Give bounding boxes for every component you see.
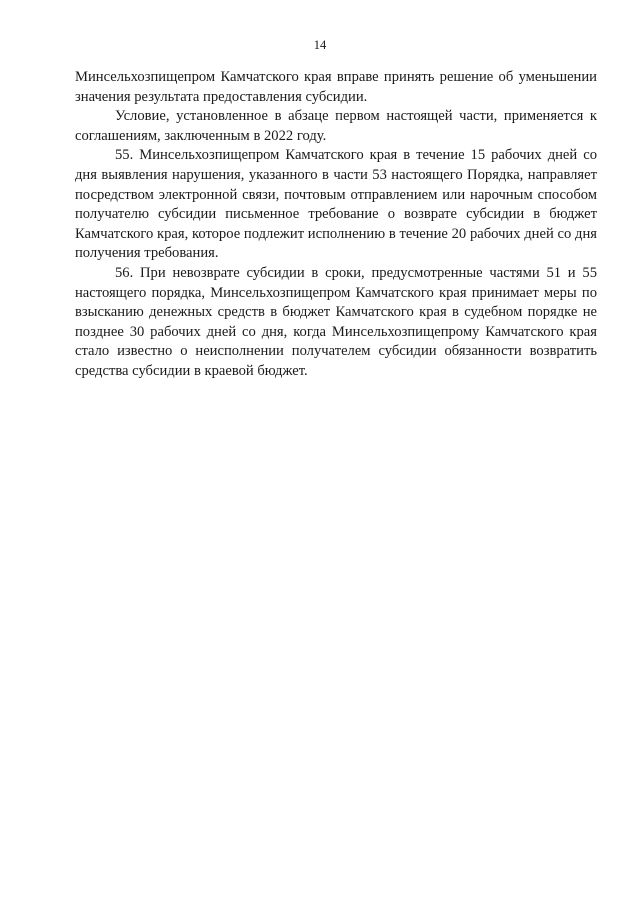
page-number: 14 <box>313 38 327 52</box>
paragraph-continuation: Минсельхозпищепром Камчатского края вправе принять решение об уменьшении значения результата предоставления субсидии. <box>75 69 597 105</box>
paragraph-item-56: 56. При невозврате субсидии в сроки, предусмотренные частями 51 и 55 настоящего порядка, Минсельхозпищепром Камчатского края принимает меры по взысканию денежных средств в бюджет Камчатского края в судебном порядке не позднее 30 рабочих дней со дня, когда Минсельхозпищепрому Камчатского края стало известно о неисполнении получателем субсидии обязанности возвратить средства субсидии в краевой бюджет. <box>75 264 597 379</box>
document-body <box>75 68 597 382</box>
paragraph-condition: Условие, установленное в абзаце первом настоящей части, применяется к соглашениям, заключенным в 2022 году. <box>75 108 597 144</box>
paragraph-item-55: 55. Минсельхозпищепром Камчатского края в течение 15 рабочих дней со дня выявления нарушения, указанного в части 53 настоящего Порядка, направляет посредством электронной связи, почтовым отправлением или нарочным способом получателю субсидии письменное требование о возврате субсидии в бюджет Камчатского края, которое подлежит исполнению в течение 20 рабочих дней со дня получения требования. <box>75 147 597 262</box>
